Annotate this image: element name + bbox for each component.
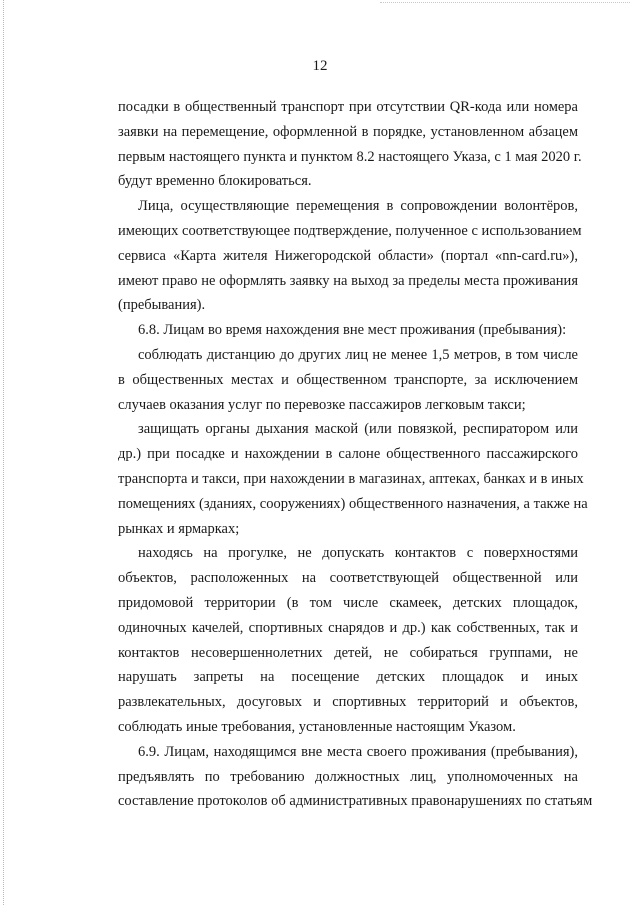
document-body [118,95,593,814]
scan-edge-top [380,2,630,3]
text-line: нарушать запреты на посещение детских площадок и иных [118,669,578,686]
text-line: транспорта и такси, при нахождении в магазинах, аптеках, банках и в иных [118,470,584,487]
text-line: посадки в общественный транспорт при отсутствии QR-кода или номера [118,99,578,115]
text-line: рынках и ярмарках; [118,520,240,537]
paragraph [118,343,578,417]
text-line: имеют право не оформлять заявку на выход за пределы места проживания [118,272,578,289]
text-line: защищать органы дыхания маской (или повязкой, респиратором или [138,421,578,438]
paragraph [118,541,578,739]
text-line: 6.9. Лицам, находящимся вне места своего проживания (пребывания), [138,743,578,760]
text-line: помещениях (зданиях, сооружениях) общественного назначения, а также на [118,495,588,512]
scan-edge-left [3,0,4,905]
text-line: 6.8. Лицам во время нахождения вне мест проживания (пребывания): [138,322,567,339]
text-line: объектов, расположенных на соответствующей общественной или [118,570,578,587]
text-line: (пребывания). [118,297,206,314]
text-line: сервиса «Карта жителя Нижегородской области» (портал «nn-card.ru»), [118,247,578,264]
text-line: составление протоколов об административных правонарушениях по статьям [118,793,593,810]
text-line: будут временно блокироваться. [118,173,312,190]
text-line: предъявлять по требованию должностных лиц, уполномоченных на [118,768,578,785]
paragraph [118,417,588,541]
text-line: развлекательных, досуговых и спортивных территорий и объектов, [118,694,578,711]
text-line: соблюдать дистанцию до других лиц не менее 1,5 метров, в том числе [138,346,578,363]
page-number: 12 [312,58,328,74]
text-line: Лица, осуществляющие перемещения в сопровождении волонтёров, [138,198,578,215]
paragraph [118,740,593,814]
text-line: придомовой территории (в том числе скамеек, детских площадок, [118,594,578,611]
paragraph [118,194,582,318]
text-line: имеющих соответствующее подтверждение, полученное с использованием [118,222,582,239]
text-line: одиночных качелей, спортивных снарядов и др.) как собственных, так и [118,619,578,636]
text-line: случаев оказания услуг по перевозке пассажиров легковым такси; [118,396,526,413]
text-line: находясь на прогулке, не допускать контактов с поверхностями [138,545,578,562]
paragraph [118,95,582,194]
text-line: контактов несовершеннолетних детей, не собираться группами, не [118,644,578,661]
text-line: заявки на перемещение, оформленной в порядке, установленном абзацем [118,123,578,140]
text-line: в общественных местах и общественном транспорте, за исключением [118,371,578,388]
text-line: соблюдать иные требования, установленные настоящим Указом. [118,718,516,735]
text-line: первым настоящего пункта и пунктом 8.2 настоящего Указа, с 1 мая 2020 г. [118,148,582,165]
text-line: др.) при посадке и нахождении в салоне общественного пассажирского [118,446,578,463]
paragraph [118,318,578,343]
